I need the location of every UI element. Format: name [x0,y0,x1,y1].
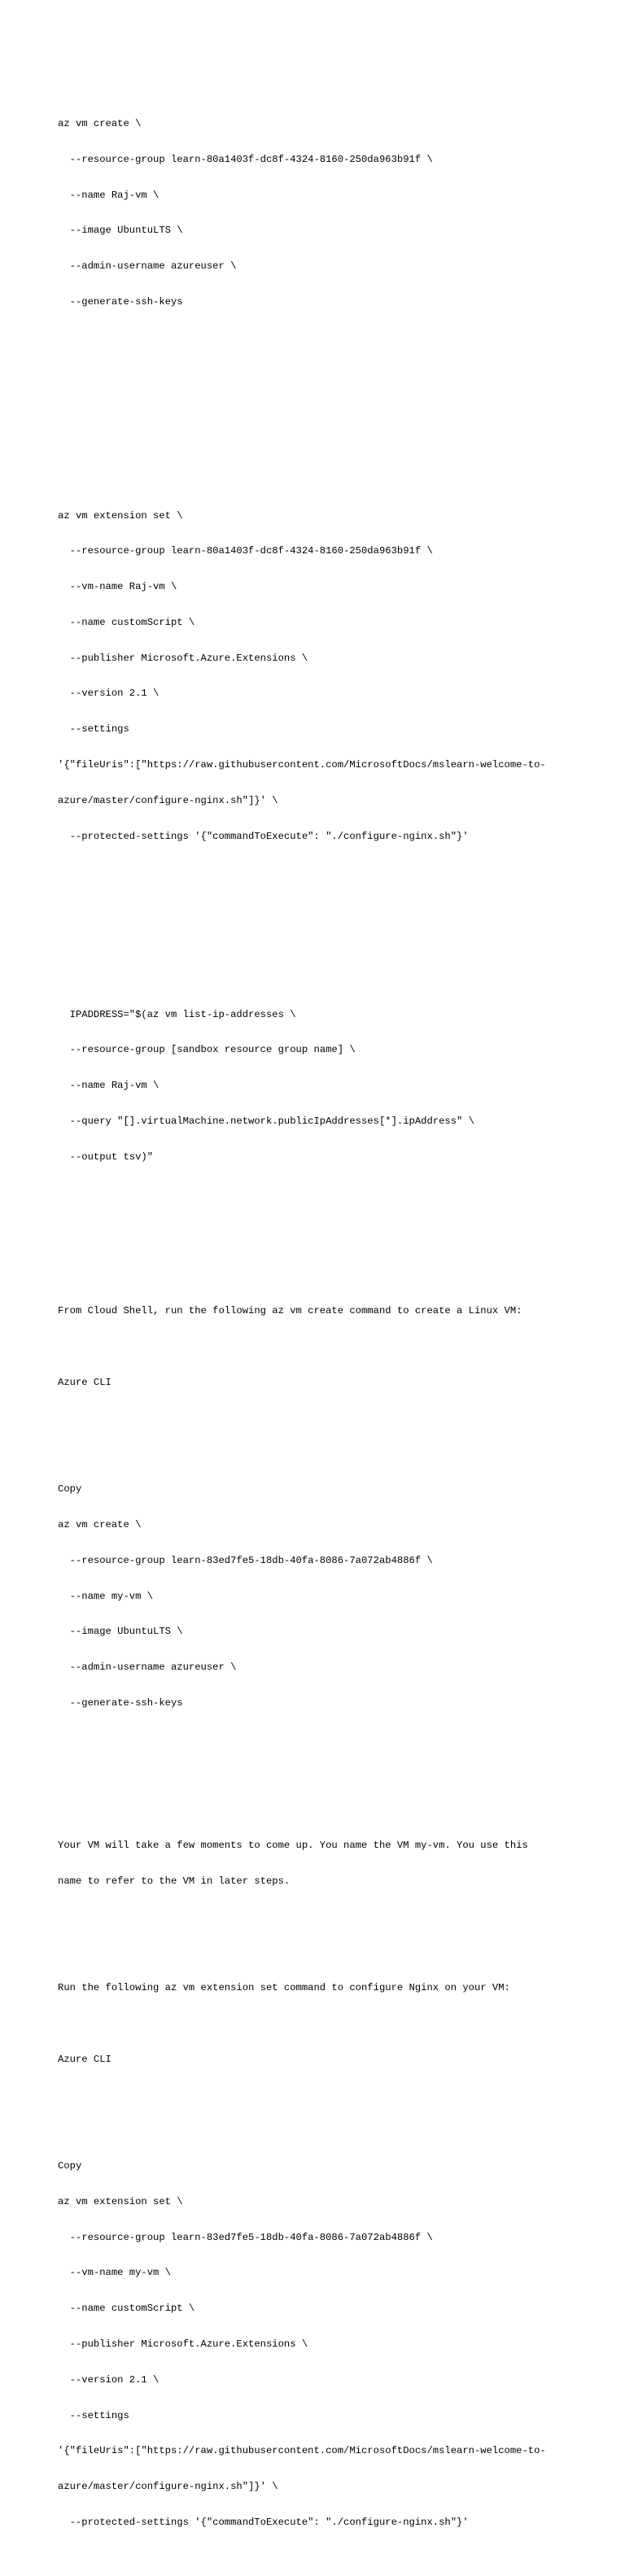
instruction-paragraph: Run the following az vm extension set command to configure Nginx on your VM: [58,1982,510,1994]
code-line: --settings [58,2409,129,2421]
code-line: azure/master/configure-nginx.sh"]}' \ [58,794,278,806]
code-line: --name customScript \ [58,616,195,628]
code-line: --resource-group learn-80a1403f-dc8f-4324-8160-250da963b91f \ [58,545,433,557]
code-line: --protected-settings '{"commandToExecute": "./configure-nginx.sh"}' [58,2516,469,2528]
ip-address-command-block [58,985,611,1186]
code-language-label: Azure CLI [58,1376,111,1388]
code-language-label: Azure CLI [58,2053,111,2065]
code-line: --admin-username azureuser \ [58,260,237,273]
code-line: --name customScript \ [58,2303,195,2315]
code-line: --image UbuntuLTS \ [58,1626,183,1638]
vm-extension-command-block [58,486,611,866]
code-line: --resource-group learn-80a1403f-dc8f-4324-8160-250da963b91f \ [58,153,433,165]
spacer [58,1222,611,1234]
spacer [58,902,611,914]
spacer [58,439,611,451]
spacer [58,367,611,379]
code-line: '{"fileUris":["https://raw.githubusercontent.com/MicrosoftDocs/mslearn-welcome-to- [58,2445,546,2457]
spacer [58,2018,611,2030]
paragraph-line: Your VM will take a few moments to come up. You name the VM my-vm. You use this [58,1840,528,1852]
code-line: --publisher Microsoft.Azure.Extensions \ [58,2338,308,2350]
vm-create-command-block [58,94,611,332]
code-line: az vm extension set \ [58,2195,183,2207]
code-line: --name my-vm \ [58,1590,154,1602]
spacer [58,1412,611,1425]
code-line: --settings [58,723,129,736]
code-line: --resource-group learn-83ed7fe5-18db-40fa-8086-7a072ab4886f \ [58,1554,433,1566]
code-line: --generate-ssh-keys [58,295,183,308]
spacer [58,1258,611,1270]
code-line: --resource-group learn-83ed7fe5-18db-40fa-8086-7a072ab4886f \ [58,2231,433,2243]
code-line: --version 2.1 \ [58,2373,160,2386]
spacer [58,1946,611,1958]
instruction-paragraph: From Cloud Shell, run the following az vm create command to create a Linux VM: [58,1305,522,1317]
code-line: --protected-settings '{"commandToExecute": "./configure-nginx.sh"}' [58,830,469,842]
code-line: --image UbuntuLTS \ [58,225,183,237]
copy-label: Copy [58,1483,82,1495]
code-line: --name Raj-vm \ [58,189,160,201]
code-line: IPADDRESS="$(az vm list-ip-addresses \ [58,1008,296,1020]
code-line: --query "[].virtualMachine.network.publicIpAddresses[*].ipAddress" \ [58,1115,474,1127]
spacer [58,1341,611,1353]
code-line: --vm-name Raj-vm \ [58,581,177,593]
code-line: --vm-name my-vm \ [58,2267,171,2279]
code-line: --name Raj-vm \ [58,1080,160,1092]
copy-label: Copy [58,2160,82,2172]
code-line: --admin-username azureuser \ [58,1661,237,1674]
paragraph-line: name to refer to the VM in later steps. [58,1875,291,1887]
code-line: '{"fileUris":["https://raw.githubusercontent.com/MicrosoftDocs/mslearn-welcome-to- [58,759,546,771]
spacer [58,1769,611,1781]
vm-description-paragraph [58,1816,611,1911]
document-page [58,59,611,2576]
extension-set-code-block [58,2137,611,2552]
code-line: --output tsv)" [58,1150,154,1163]
code-line: --publisher Microsoft.Azure.Extensions \ [58,652,308,664]
code-line: az vm create \ [58,1519,142,1531]
create-vm-code-block [58,1460,611,1733]
spacer [58,2089,611,2102]
spacer [58,403,611,415]
spacer [58,937,611,950]
code-line: az vm create \ [58,117,142,129]
code-line: --resource-group [sandbox resource group name] \ [58,1044,356,1056]
code-line: azure/master/configure-nginx.sh"]}' \ [58,2481,278,2493]
code-line: --generate-ssh-keys [58,1696,183,1709]
code-line: --version 2.1 \ [58,688,160,700]
code-line: az vm extension set \ [58,509,183,522]
